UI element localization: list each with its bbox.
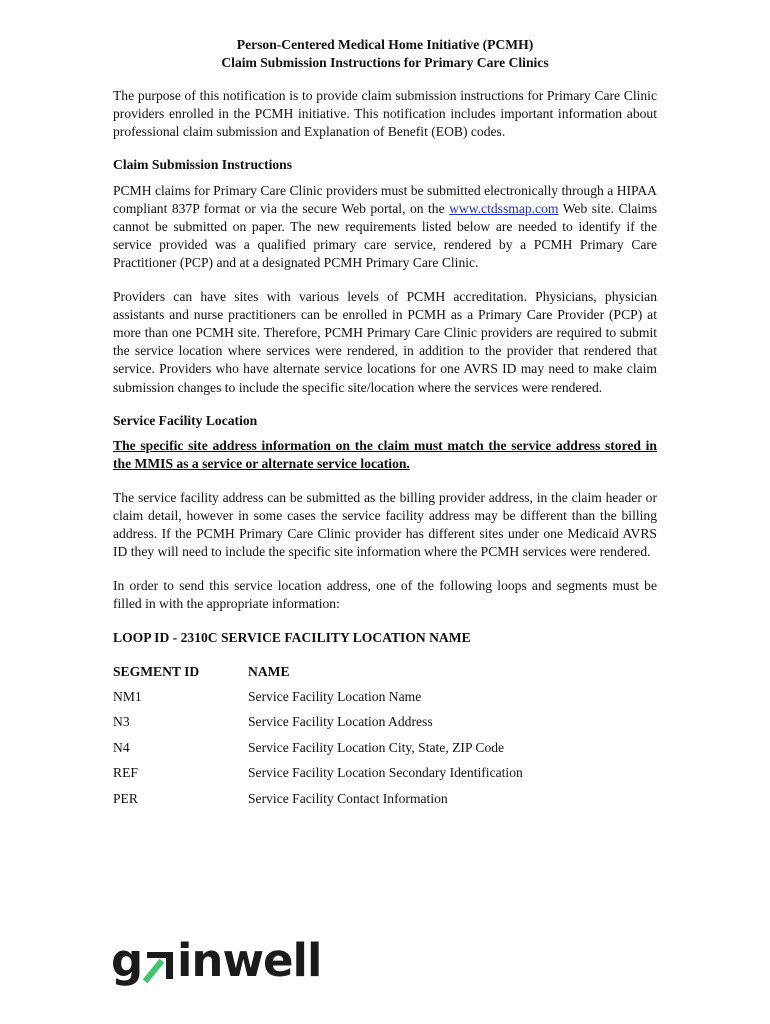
service-facility-emphasis: The specific site address information on the claim must match the service address stored in the MMIS as a service or alternate service location. <box>113 437 657 471</box>
segment-table <box>113 663 657 816</box>
table-row <box>113 688 657 714</box>
table-row <box>113 713 657 739</box>
segment-name: Service Facility Location Name <box>248 688 422 704</box>
segment-id-header: SEGMENT ID <box>113 663 200 679</box>
segment-name: Service Facility Contact Information <box>248 790 448 806</box>
gainwell-logo-mark <box>111 934 321 990</box>
service-facility-paragraph-1: The service facility address can be submitted as the billing provider address, in the claim header or claim detail, however in some cases the service facility address may be different than the billing address. If the PCMH Primary Care Clinic provider has different sites under one Medicaid AVRS ID they will need to include the specific site information where the PCMH services were rendered. <box>113 489 657 560</box>
claim-text-before-link: PCMH claims for Primary Care Clinic providers must be submitted electronically through a HIPAA compliant 837P format or via the secure Web portal, on the <box>113 182 657 216</box>
document-title <box>113 36 657 72</box>
service-facility-heading: Service Facility Location <box>113 412 258 428</box>
claim-text-after-link: Web site. Claims cannot be submitted on paper. The new requirements listed below are needed to identify if the service provided was a qualified primary care service, rendered by a PCMH Primary Care Practitioner (PCP) and at a designated PCMH Primary Care Clinic. <box>113 200 657 270</box>
table-row <box>113 764 657 790</box>
gainwell-logo <box>111 934 321 990</box>
logo-letters-inwell: inwell <box>177 934 321 987</box>
segment-id: PER <box>113 790 138 806</box>
loop-title: LOOP ID - 2310C SERVICE FACILITY LOCATION NAME <box>113 630 471 646</box>
claim-submission-paragraph-2: Providers can have sites with various levels of PCMH accreditation. Physicians, physician assistants and nurse practitioners can be enrolled in PCMH as a Primary Care Provider (PCP) at more than one PCMH site. Therefore, PCMH Primary Care Clinic providers are required to submit the service location where services were rendered, in addition to the provider that rendered that service. Providers who have alternate service locations for one AVRS ID may need to make claim submission changes to include the specific site/location where the services were rendered. <box>113 289 657 395</box>
segment-name-header: NAME <box>248 663 290 679</box>
segment-id: N3 <box>113 714 130 730</box>
logo-accent-mark <box>147 952 173 979</box>
segment-name: Service Facility Location Address <box>248 714 433 730</box>
title-line-2: Claim Submission Instructions for Primary Care Clinics <box>221 55 549 71</box>
table-row <box>113 739 657 765</box>
document-page <box>113 36 657 815</box>
claim-submission-paragraph-1 <box>113 182 657 272</box>
segment-table-header <box>113 663 657 688</box>
segment-id: REF <box>113 765 138 781</box>
title-line-1: Person-Centered Medical Home Initiative (PCMH) <box>236 37 534 52</box>
service-facility-paragraph-2: In order to send this service location address, one of the following loops and segments must be filled in with the appropriate information: <box>113 578 657 612</box>
segment-id: N4 <box>113 739 130 755</box>
segment-id: NM1 <box>113 688 142 704</box>
claim-submission-heading: Claim Submission Instructions <box>113 157 293 173</box>
logo-letter-g: g <box>111 934 143 987</box>
intro-paragraph: The purpose of this notification is to provide claim submission instructions for Primary Care Clinic providers enrolled in the PCMH initiative. This notification includes important information about professional claim submission and Explanation of Benefit (EOB) codes. <box>113 88 657 140</box>
table-row <box>113 790 657 816</box>
segment-name: Service Facility Location City, State, ZIP Code <box>248 739 505 755</box>
ctdssmap-link[interactable]: www.ctdssmap.com <box>449 200 559 216</box>
segment-name: Service Facility Location Secondary Identification <box>248 765 523 781</box>
